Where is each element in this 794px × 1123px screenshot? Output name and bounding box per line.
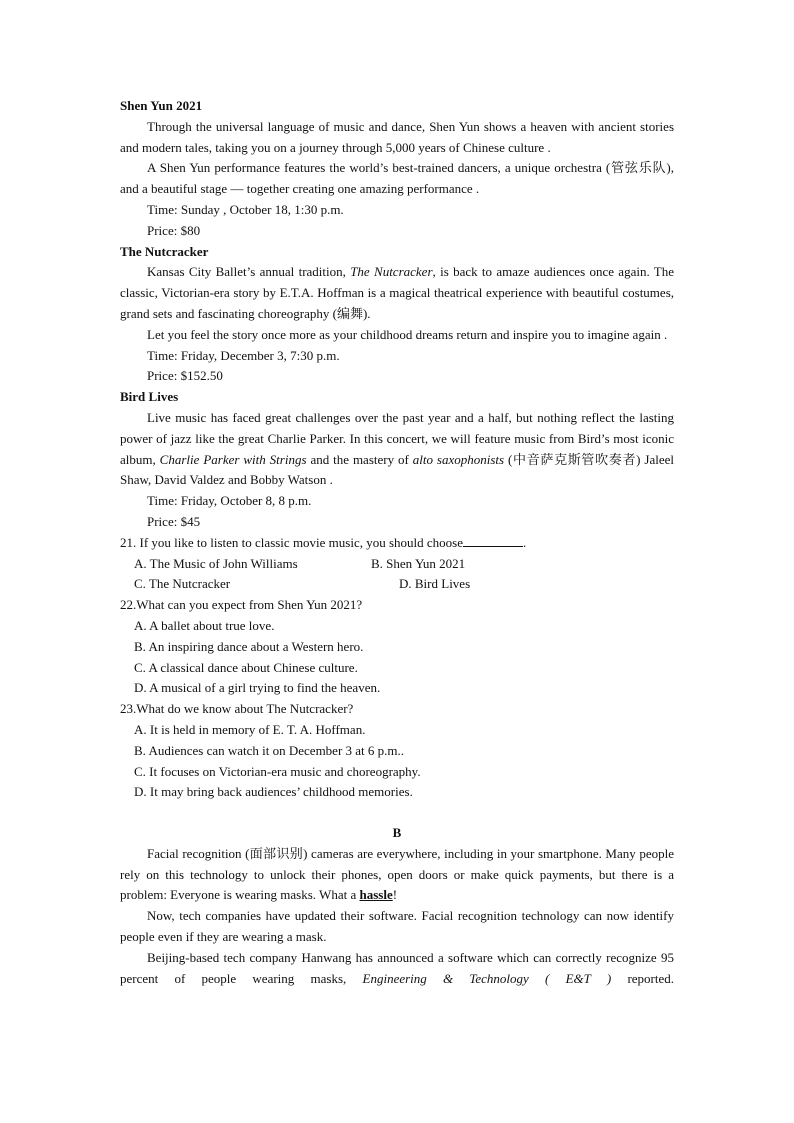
option-a: A. A ballet about true love. bbox=[134, 617, 275, 633]
option-a: A. It is held in memory of E. T. A. Hoffman. bbox=[134, 721, 366, 737]
option-c: C. It focuses on Victorian-era music and choreography. bbox=[134, 763, 421, 779]
underlined-word: hassle bbox=[359, 887, 393, 903]
option-c: C. A classical dance about Chinese culture. bbox=[134, 659, 358, 675]
ad-time: Time: Friday, October 8, 8 p.m. bbox=[147, 493, 312, 509]
option-a: A. The Music of John Williams bbox=[134, 555, 298, 571]
ad-price: Price: $152.50 bbox=[147, 368, 223, 384]
ad-time: Time: Sunday , October 18, 1:30 p.m. bbox=[147, 201, 344, 217]
ad-paragraph: Kansas City Ballet’s annual tradition, The Nutcracker, is back to amaze audiences once again. The classic, Victorian-era story by E.T.A. Hoffman is a magical theatrical experience with beautiful costumes, grand sets and fascinating choreography (编舞). bbox=[120, 264, 675, 321]
ad-time: Time: Friday, December 3, 7:30 p.m. bbox=[147, 347, 340, 363]
option-d: D. A musical of a girl trying to find the heaven. bbox=[134, 680, 381, 696]
option-d: D. It may bring back audiences’ childhood memories. bbox=[134, 784, 413, 800]
ad-paragraph: A Shen Yun performance features the world’s best-trained dancers, a unique orchestra (管弦乐队), and a beautiful stage — together creating one amazing performance . bbox=[120, 160, 674, 197]
ad-price: Price: $45 bbox=[147, 513, 201, 529]
question-21-stem: 21. If you like to listen to classic movie music, you should choose . bbox=[120, 534, 527, 550]
document-page bbox=[120, 96, 674, 989]
answer-blank bbox=[463, 533, 523, 547]
ad-title-bird-lives: Bird Lives bbox=[120, 389, 179, 405]
passage-paragraph: Facial recognition (面部识别) cameras are everywhere, including in your smartphone. Many people rely on this technology to unlock their phones, open doors or make quick payments, but there is a problem: Everyone is wearing masks. What a hassle! bbox=[120, 845, 674, 903]
option-b: B. An inspiring dance about a Western hero. bbox=[134, 638, 364, 654]
option-d: D. Bird Lives bbox=[399, 576, 471, 592]
section-b-heading: B bbox=[392, 825, 402, 841]
passage-paragraph: Now, tech companies have updated their software. Facial recognition technology can now identify people even if they are wearing a mask. bbox=[120, 908, 674, 945]
ad-paragraph: Let you feel the story once more as your childhood dreams return and inspire you to imagine again . bbox=[147, 326, 668, 342]
ad-paragraph: Live music has faced great challenges over the past year and a half, but nothing reflect the lasting power of jazz like the great Charlie Parker. In this concert, we will feature music from Bird’s most iconic album, Charlie Parker with Strings and the mastery of alto saxophonists (中音萨克斯管吹奏者) Jaleel Shaw, David Valdez and Bobby Watson . bbox=[120, 409, 674, 488]
ad-paragraph: Through the universal language of music and dance, Shen Yun shows a heaven with ancient stories and modern tales, taking you on a journey through 5,000 years of Chinese culture . bbox=[120, 118, 674, 155]
ad-title-shen-yun: Shen Yun 2021 bbox=[120, 98, 203, 113]
option-row bbox=[120, 574, 674, 595]
ad-price: Price: $80 bbox=[147, 222, 201, 238]
option-b: B. Audiences can watch it on December 3 at 6 p.m.. bbox=[134, 742, 405, 758]
question-22-stem: 22.What can you expect from Shen Yun 2021? bbox=[120, 597, 363, 613]
question-23-stem: 23.What do we know about The Nutcracker? bbox=[120, 701, 354, 717]
option-row bbox=[120, 554, 674, 575]
option-c: C. The Nutcracker bbox=[134, 576, 231, 592]
passage-paragraph: Beijing-based tech company Hanwang has announced a software which can correctly recognize 95 percent of people wearing masks, Engineering & Technology ( E&T ) reported. bbox=[120, 949, 675, 986]
option-b: B. Shen Yun 2021 bbox=[371, 555, 466, 571]
ad-title-nutcracker: The Nutcracker bbox=[120, 243, 209, 259]
